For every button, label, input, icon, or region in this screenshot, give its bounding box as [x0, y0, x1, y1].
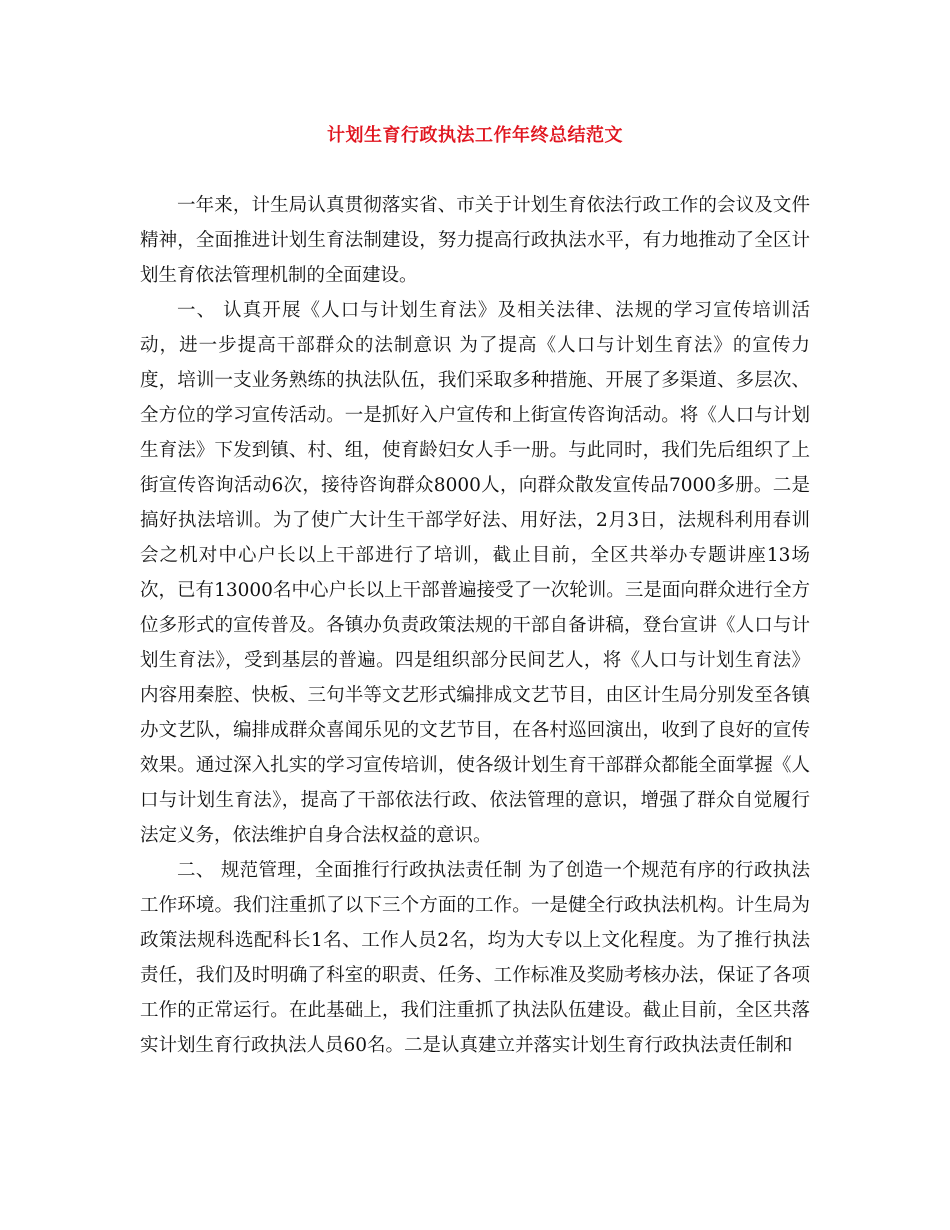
document-body — [140, 188, 810, 1063]
document-title: 计划生育行政执法工作年终总结范文 — [327, 125, 623, 146]
paragraph-section-two: 二、 规范管理，全面推行行政执法责任制 为了创造一个规范有序的行政执法工作环境。我们注重抓了以下三个方面的工作。一是健全行政执法机构。计生局为政策法规科选配科长1名、工作人员2名，均为大专以上文化程度。为了推行执法责任，我们及时明确了科室的职责、任务、工作标准及奖励考核办法，保证了各项工作的正常运行。在此基础上，我们注重抓了执法队伍建设。截止目前，全区共落实计划生育行政执法人员60名。二是认真建立并落实计划生育行政执法责任制和 — [140, 860, 810, 1056]
paragraph-section-one: 一、 认真开展《人口与计划生育法》及相关法律、法规的学习宣传培训活动，进一步提高干部群众的法制意识 为了提高《人口与计划生育法》的宣传力度，培训一支业务熟练的执法队伍，我们采取多种措施、开展了多渠道、多层次、全方位的学习宣传活动。一是抓好入户宣传和上街宣传咨询活动。将《人口与计划生育法》下发到镇、村、组，使育龄妇女人手一册。与此同时，我们先后组织了上街宣传咨询活动6次，接待咨询群众8000人，向群众散发宣传品7000多册。二是搞好执法培训。为了使广大计生干部学好法、用好法，2月3日，法规科利用春训会之机对中心户长以上干部进行了培训，截止目前，全区共举办专题讲座13场次，已有13000名中心户长以上干部普遍接受了一次轮训。三是面向群众进行全方位多形式的宣传普及。各镇办负责政策法规的干部自备讲稿，登台宣讲《人口与计划生育法》，受到基层的普遍。四是组织部分民间艺人，将《人口与计划生育法》内容用秦腔、快板、三句半等文艺形式编排成文艺节目，由区计生局分别发至各镇办文艺队，编排成群众喜闻乐见的文艺节目，在各村巡回演出，收到了良好的宣传效果。通过深入扎实的学习宣传培训，使各级计划生育干部群众都能全面掌握《人口与计划生育法》，提高了干部依法行政、依法管理的意识，增强了群众自觉履行法定义务，依法维护自身合法权益的意识。 — [140, 300, 810, 846]
paragraph-intro: 一年来，计生局认真贯彻落实省、市关于计划生育依法行政工作的会议及文件精神，全面推进计划生育法制建设，努力提高行政执法水平，有力地推动了全区计划生育依法管理机制的全面建设。 — [140, 195, 810, 286]
